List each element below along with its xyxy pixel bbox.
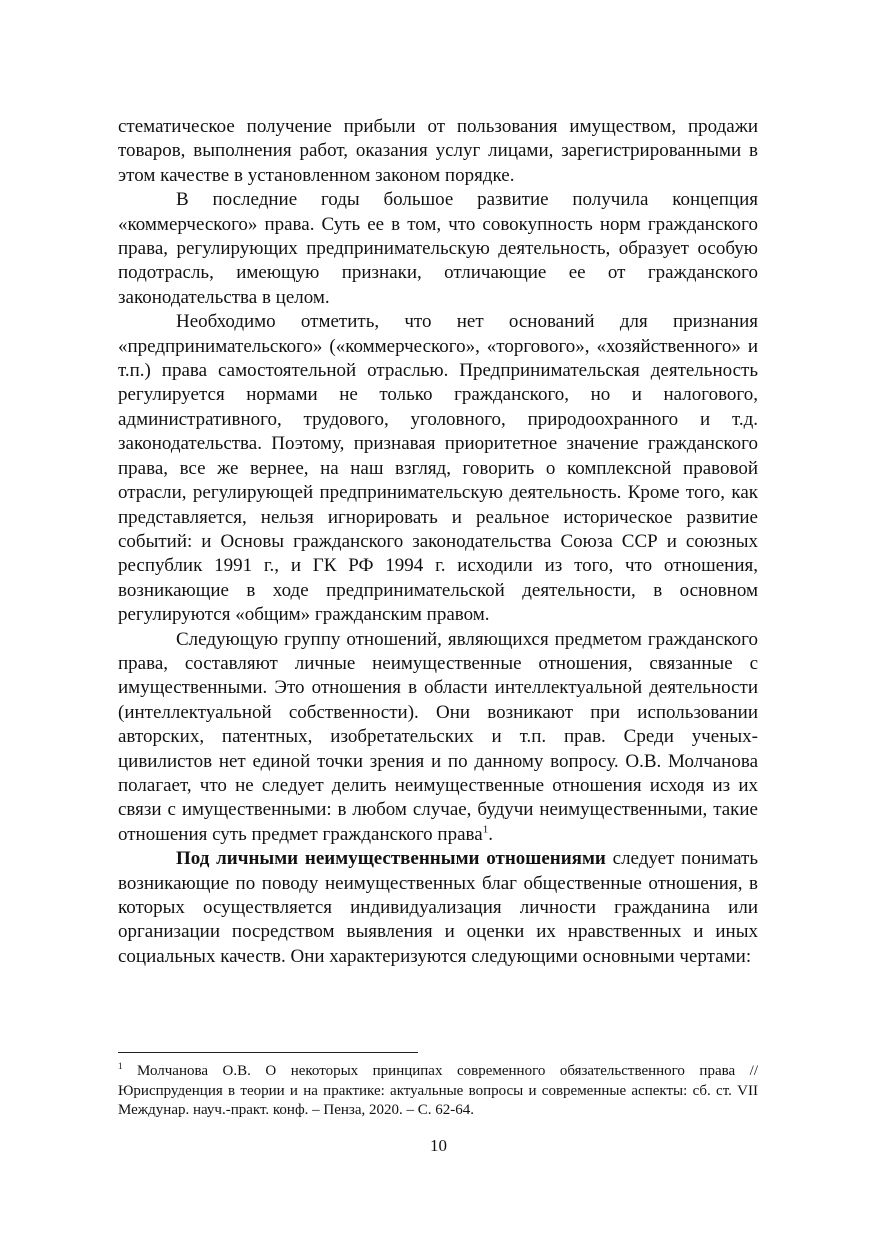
paragraph-3-text: Необходимо отметить, что нет оснований для признания «предпринимательского» («коммерческого», «торгового», «хозяйственного» и т.п.) права самостоятельной отраслью. Предпринимательская деятельность регулируется нормами не только гражданского, но и налогового, административного, трудового, уголовного, природоохранного и т.д. законодательства. Поэтому, признавая приоритетное значение гражданского права, все же вернее, на наш взгляд, говорить о комплексной правовой отрасли, регулирующей предпринимательскую деятельность. Кроме того, как представляется, нельзя игнорировать и реальное историческое развитие событий: и Основы гражданского законодательства Союза ССР и союзных республик 1991 г., и ГК РФ 1994 г. исходили из того, что отношения, возникающие в ходе предпринимательской деятельности, в основном регулируются «общим» гражданским правом. xyxy=(118,311,758,626)
paragraph-1-text: стематическое получение прибыли от пользования имуществом, продажи товаров, выполнения работ, оказания услуг лицами, зарегистрированными в этом качестве в установленном законом порядке. xyxy=(118,116,758,186)
footnote-separator xyxy=(118,1052,418,1053)
paragraph-2 xyxy=(118,188,758,310)
paragraph-5 xyxy=(118,847,758,969)
footnote-reference[interactable]: 1 xyxy=(482,823,489,836)
page-body xyxy=(118,115,758,969)
definition-term: Под личными неимущественными отношениями xyxy=(176,848,606,870)
paragraph-2-text: В последние годы большое развитие получила концепция «коммерческого» права. Суть ее в том, что совокупность норм гражданского права, регулирующих предпринимательскую деятельность, образует особую подотрасль, имеющую признаки, отличающие ее от гражданского законодательства в целом. xyxy=(118,189,758,308)
paragraph-4-text: Следующую группу отношений, являющихся предметом гражданского права, составляют личные неимущественные отношения, связанные с имущественными. Это отношения в области интеллектуальной деятельности (интеллектуальной собственности). Они возникают при использовании авторских, патентных, изобретательских и т.п. прав. Среди ученых-цивилистов нет единой точки зрения и по данному вопросу. О.В. Молчанова полагает, что не следует делить неимущественные отношения исходя из их связи с имущественными: в любом случае, будучи неимущественными, такие отношения суть предмет гражданского права xyxy=(118,628,758,845)
footnote-marker: 1 xyxy=(118,1061,123,1071)
paragraph-4 xyxy=(118,628,758,848)
footnote xyxy=(118,1062,758,1121)
paragraph-5-text: следует понимать возникающие по поводу неимущественных благ общественные отношения, в которых осуществляется индивидуализация личности гражданина или организации посредством выявления и оценки их нравственных и иных социальных качеств. Они характеризуются следующими основными чертами: xyxy=(118,848,758,967)
paragraph-4-end: . xyxy=(488,823,493,845)
paragraph-1 xyxy=(118,115,758,188)
paragraph-3 xyxy=(118,310,758,627)
footnote-text: Молчанова О.В. О некоторых принципах современного обязательственного права // Юриспруденция в теории и на практике: актуальные вопросы и современные аспекты: сб. ст. VII Междунар. науч.-практ. конф. – Пенза, 2020. – С. 62-64. xyxy=(118,1063,758,1118)
page-number: 10 xyxy=(430,1136,447,1155)
